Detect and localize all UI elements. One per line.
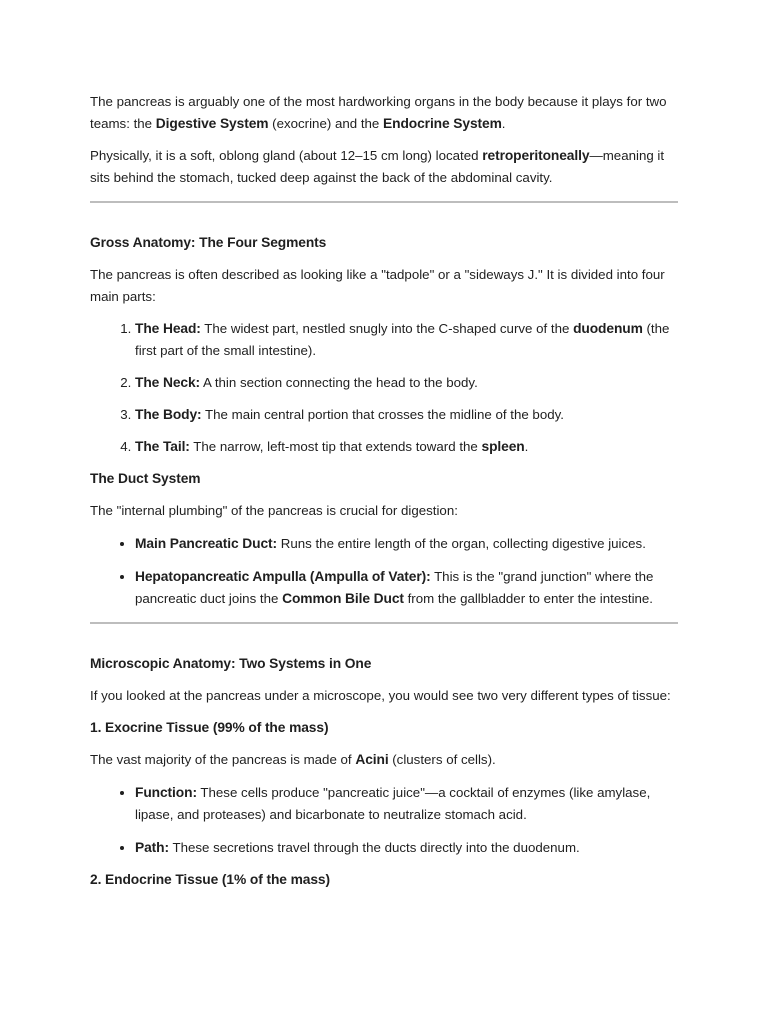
item-text: The narrow, left-most tip that extends toward the	[189, 439, 482, 454]
digestive-system-term: Digestive System	[155, 116, 269, 131]
gross-anatomy-heading: Gross Anatomy: The Four Segments	[90, 235, 327, 250]
item-label: Function:	[135, 785, 197, 800]
item-text: This is the "grand junction" where the pancreatic duct joins the	[135, 569, 654, 606]
item-label: Path:	[135, 840, 169, 855]
list-item	[135, 436, 678, 458]
item-text: from the gallbladder to enter the intestine.	[403, 591, 654, 606]
exocrine-heading: 1. Exocrine Tissue (99% of the mass)	[90, 720, 329, 735]
item-label: The Tail:	[135, 439, 190, 454]
item-text: (the first part of the small intestine).	[135, 321, 670, 358]
item-term: spleen	[481, 439, 525, 454]
item-label: Main Pancreatic Duct:	[135, 536, 278, 551]
exocrine-text: (clusters of cells).	[388, 752, 496, 767]
exocrine-list	[90, 781, 678, 859]
intro-text: .	[501, 116, 506, 131]
section-divider	[90, 622, 678, 624]
intro-text: (exocrine) and the	[268, 116, 384, 131]
item-text: The main central portion that crosses the midline of the body.	[201, 407, 564, 422]
exocrine-text: The vast majority of the pancreas is made of	[90, 752, 356, 767]
retroperitoneally-term: retroperitoneally	[482, 148, 590, 163]
section-divider	[90, 201, 678, 203]
microscopic-anatomy-intro: If you looked at the pancreas under a microscope, you would see two very different types of tissue:	[90, 688, 671, 703]
list-item	[135, 372, 678, 394]
intro-paragraph-1	[90, 91, 678, 135]
item-label: The Head:	[135, 321, 201, 336]
segments-list	[90, 318, 678, 458]
item-term: Common Bile Duct	[282, 591, 404, 606]
acini-term: Acini	[355, 752, 389, 767]
list-item	[135, 781, 678, 826]
item-text: .	[524, 439, 529, 454]
ducts-list	[90, 532, 678, 610]
list-item	[135, 318, 678, 362]
microscopic-anatomy-heading: Microscopic Anatomy: Two Systems in One	[90, 656, 372, 671]
endocrine-heading: 2. Endocrine Tissue (1% of the mass)	[90, 872, 330, 887]
item-text: These secretions travel through the ducts directly into the duodenum.	[169, 840, 580, 855]
item-term: duodenum	[573, 321, 643, 336]
intro-text: Physically, it is a soft, oblong gland (about 12–15 cm long) located	[90, 148, 483, 163]
intro-paragraph-2	[90, 145, 678, 189]
list-item	[135, 532, 678, 555]
exocrine-intro	[90, 749, 678, 771]
item-label: Hepatopancreatic Ampulla (Ampulla of Vater):	[135, 569, 431, 584]
list-item	[135, 404, 678, 426]
gross-anatomy-intro: The pancreas is often described as looking like a "tadpole" or a "sideways J." It is divided into four main parts:	[90, 267, 665, 304]
endocrine-system-term: Endocrine System	[383, 116, 502, 131]
item-text: The widest part, nestled snugly into the C-shaped curve of the	[200, 321, 574, 336]
item-label: The Body:	[135, 407, 202, 422]
list-item	[135, 565, 678, 610]
duct-system-intro: The "internal plumbing" of the pancreas is crucial for digestion:	[90, 503, 458, 518]
item-text: Runs the entire length of the organ, collecting digestive juices.	[277, 536, 646, 551]
duct-system-heading: The Duct System	[90, 471, 201, 486]
item-text: These cells produce "pancreatic juice"—a cocktail of enzymes (like amylase, lipase, and proteases) and bicarbonate to neutralize stomach acid.	[135, 785, 651, 822]
item-label: The Neck:	[135, 375, 201, 390]
item-text: A thin section connecting the head to the body.	[200, 375, 478, 390]
intro-text: The pancreas is arguably one of the most hardworking organs in the body because it plays for two teams: the	[90, 94, 667, 131]
list-item	[135, 836, 678, 859]
intro-text: —meaning it sits behind the stomach, tucked deep against the back of the abdominal cavity.	[90, 148, 665, 185]
